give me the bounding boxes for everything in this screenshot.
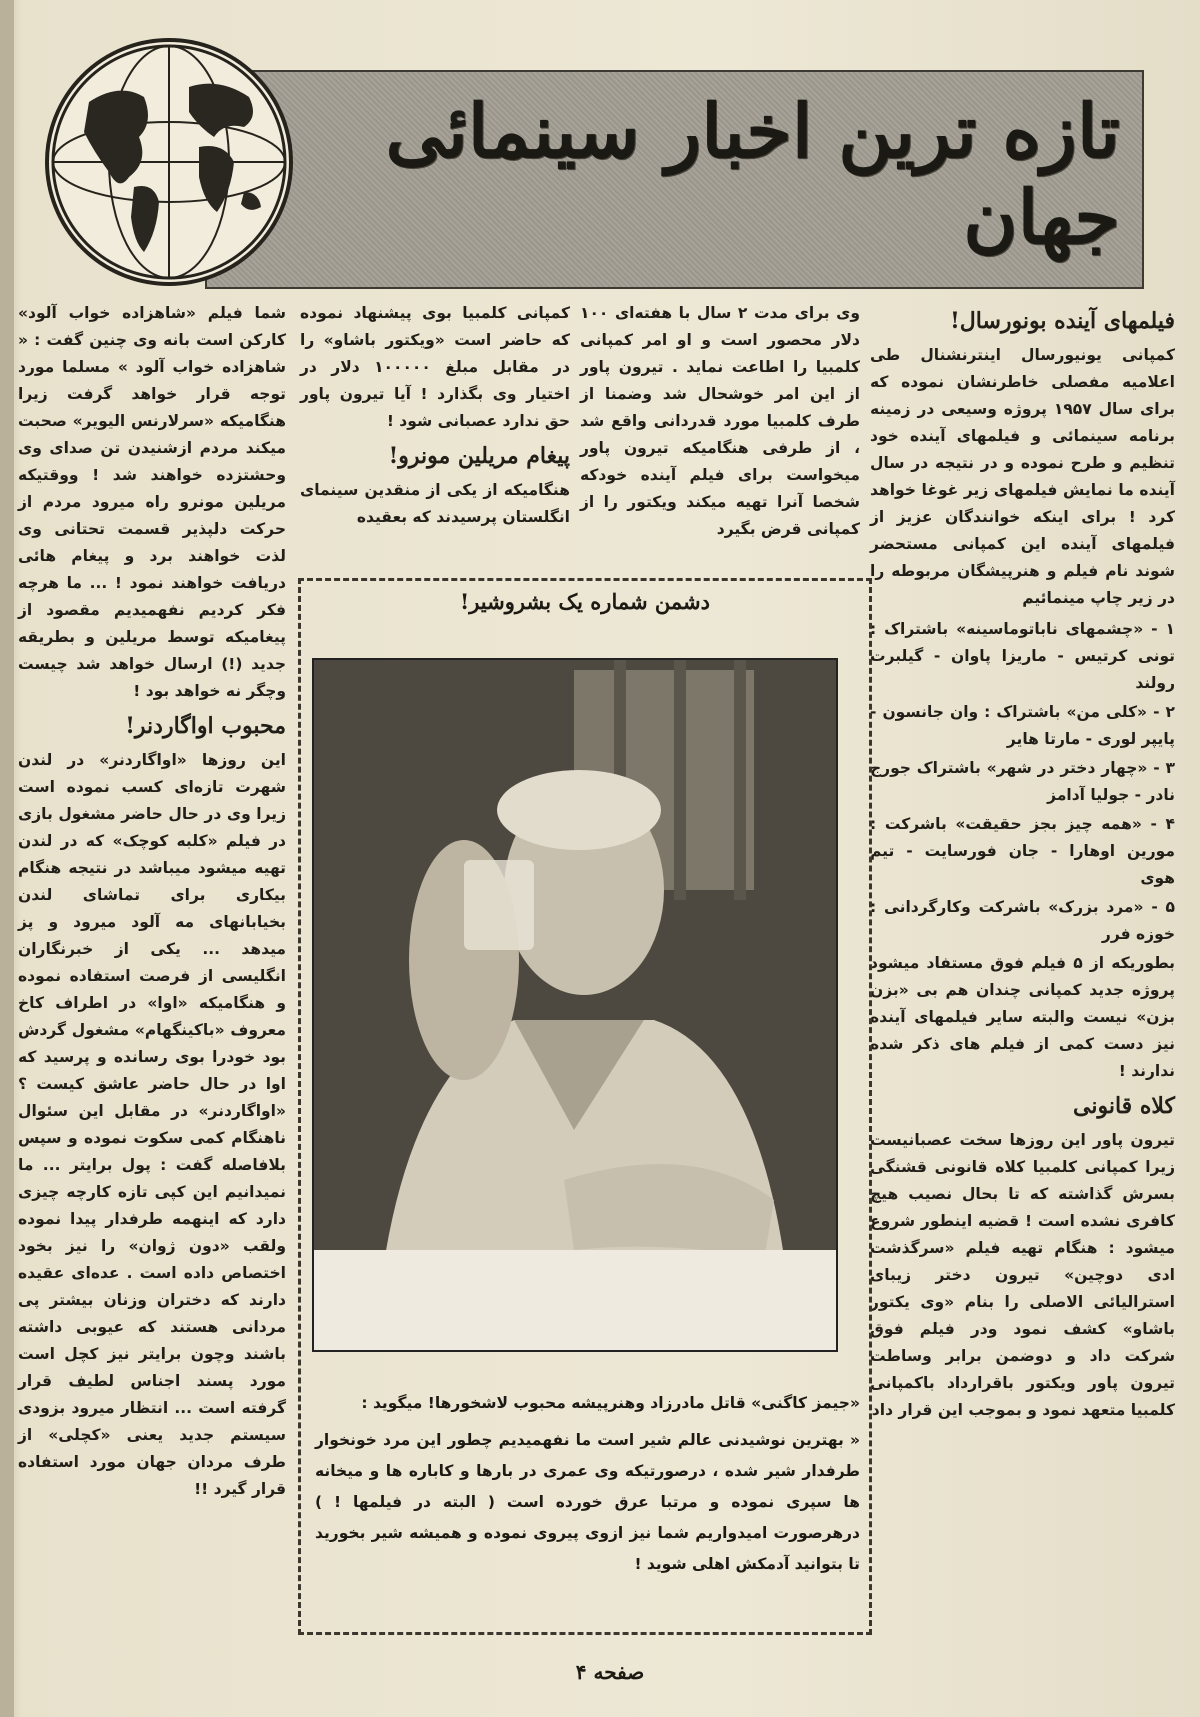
- article-body: کمپانی کلمبیا بوی پیشنهاد نموده که حاضر است «ویکتور باشاو» را در مقابل مبلغ ۱۰۰۰۰۰ دلار در اختیار وی بگذارد ! آیا تیرون پاور حق ندارد عصبانی شود !: [300, 304, 570, 430]
- globe-icon: [45, 38, 293, 286]
- page-title: تازه ترین اخبار سینمائی جهان: [385, 89, 1120, 261]
- portrait-photo: [312, 658, 838, 1352]
- column-universal-films: [870, 300, 1175, 1665]
- feature-title: دشمن شماره یک بشروشیر!: [460, 589, 710, 614]
- man-drinking-photo: [314, 660, 836, 1350]
- globe-map-icon: [49, 42, 289, 282]
- article-heading: پیغام مریلین مونرو!: [388, 443, 570, 469]
- article-body: شما فیلم «شاهزاده خواب آلود» کارکن است بانه وی چنین گفت : « شاهزاده خواب آلود » مسلما مورد توجه قرار خواهد گرفت زیرا هنگامیکه «سرلارنس الیویر» صحبت میکند مردم ازشنیدن تن صدای وی وحشتزده خواهند شد ! ووقتیکه مریلین مونرو راه میرود مردم از حرکت دلپذیر قسمت تحتانی وی لذت خواهند برد و پیغام هائی دریافت خواهند نمود ! ... ما هرچه فکر کردیم نفهمیدیم مقصود از پیغامیکه توسط مریلین و بطریقه جدید (!) ارسال خواهد شد چیست وچگر نه خواهد بود !: [18, 304, 286, 700]
- page-number: صفحه ۴: [575, 1660, 645, 1684]
- film-list-item: ۲ - «کلی من» باشتراک : وان جانسون - پایپر لوری - مارتا هایر: [870, 703, 1175, 748]
- article-body: هنگامیکه از یکی از منقدین سینمای انگلستان پرسیدند که بعقیده: [300, 481, 570, 526]
- page-binding: [0, 0, 14, 1717]
- article-body: کمپانی یونیورسال اینترنشنال طی اعلامیه مفصلی خاطرنشان نموده که برای سال ۱۹۵۷ پروژه وسیعی در زمینه برنامه سینمائی و فیلمهای آینده خود تنظیم و طرح نموده و در نتیجه در سال آینده ما نمایش فیلمهای زیر غوغا خواهد کرد ! برای اینکه خوانندگان عزیز از فیلمهای آینده این کمپانی مستحضر شوند نام فیلم و هنرپیشگان مربوطه را در زیر چاپ مینمائیم: [870, 346, 1175, 607]
- column-ava-gardner: [18, 300, 286, 1660]
- article-body: وی برای مدت ۲ سال با هفته‌ای ۱۰۰ دلار محصور است و او امر کمپانی کلمبیا را اطاعت نماید . تیرون پاور از این امر خوشحال شد وضمنا از طرف کلمبیا مورد قدردانی واقع شد ، از طرفی هنگامیکه تیرون پاور میخواست برای فیلم آینده خودکه شخصا آنرا تهیه میکند ویکتور را از کمپانی قرض بگیرد: [580, 304, 861, 538]
- article-body: این روزها «اواگاردنر» در لندن شهرت تازه‌ای کسب نموده است زیرا وی در حال حاضر مشغول بازی در فیلم «کلبه کوچک» که در لندن تهیه میشود میباشد در نتیجه هنگام بیکاری برای تماشای لندن بخیابانهای مه آلود میرود و پز میدهد ... یکی از خبرنگاران انگلیسی از فرصت استفاده نموده و هنگامیکه «اوا» در اطراف کاخ معروف «باکینگهام» مشغول گردش بود خودرا بوی رسانده و پرسید که اوا در حال حاضر عاشق کیست ؟ «اواگاردنر» در مقابل این سئوال ناهنگام کمی سکوت نموده و سپس بلافاصله گفت : پول برایتر ... ما نمیدانیم این کپی تازه کارچه چیزی دارد که اینهمه طرفدار پیدا نموده ولقب «دون ژوان» را نیز بخود اختصاص داده است . عده‌ای عقیده دارند که دختران وزنان بیشتر پی مردانی هستند که عیوبی داشته باشند وچون برایتر نیز کچل است مورد پسند اجناس لطیف قرار گرفته است ... انتظار میرود بزودی سیستم جدید یعنی «کچلی» از طرف مردان جهان مورد استفاده قرار گیرد !!: [18, 751, 286, 1498]
- film-list-item: ۱ - «چشمهای ناباتوماسینه» باشتراک : تونی کرتیس - ماریزا پاوان - گیلبرت رولند: [870, 620, 1175, 692]
- column-continued: [580, 300, 860, 570]
- film-list-item: ۴ - «همه چیز بجز حقیقت» باشرکت : مورین اوهارا - جان فورسایت - تیم هوی: [870, 815, 1175, 887]
- article-heading: فیلمهای آینده بونورسال!: [950, 308, 1175, 334]
- caption-lead: «جیمز کاگنی» قاتل مادرزاد وهنرپیشه محبوب لاشخورها! میگوید :: [361, 1394, 860, 1412]
- article-body: بطوریکه از ۵ فیلم فوق مستفاد میشود پروژه جدید کمپانی چندان هم بی «بزن بزن» نیست والبته سایر فیلمهای آینده نیز دست کمی از فیلم های ذکر شده ندارند !: [870, 954, 1176, 1080]
- article-heading: کلاه قانونی: [1073, 1093, 1175, 1119]
- article-heading: محبوب اواگاردنر!: [125, 713, 286, 739]
- column-monroe: [300, 300, 570, 570]
- caption-quote: « بهترین نوشیدنی عالم شیر است ما نفهمیدیم چطور این مرد خونخوار طرفدار شیر شده ، درصورتیکه وی عمری در بارها و کاباره ها و میخانه ها سپری نموده و مرتبا عرق خورده است ( البته در فیلمها ! ) درهرصورت امیدواریم شما نیز ازوی پیروی نموده و همیشه شیر بخورید تا بتوانید آدمکش اهلی شوید !: [315, 1431, 860, 1573]
- article-body: تیرون پاور این روزها سخت عصبانیست زیرا کمپانی کلمبیا کلاه قانونی قشنگی بسرش گذاشته که تا بحال نصیب هیچ کافری نشده است ! قضیه اینطور شروع میشود : هنگام تهیه فیلم «سرگذشت ادی دوچین» تیرون دختر زیبای استرالیائی الاصلی را بنام «وی یکتور باشاو» کشف نمود ودر فیلم فوق شرکت داد و دوضمن برابر وساطت تیرون پاور ویکتور باقرارداد باکمپانی کلمبیا متعهد نمود و بموجب این قرار داد: [870, 1131, 1175, 1419]
- film-list-item: ۵ - «مرد بزرک» باشرکت وکارگردانی : خوزه فرر: [870, 898, 1175, 943]
- feature-caption: [315, 1388, 860, 1586]
- film-list-item: ۳ - «چهار دختر در شهر» باشتراک جورج نادر - جولیا آدامز: [870, 759, 1175, 804]
